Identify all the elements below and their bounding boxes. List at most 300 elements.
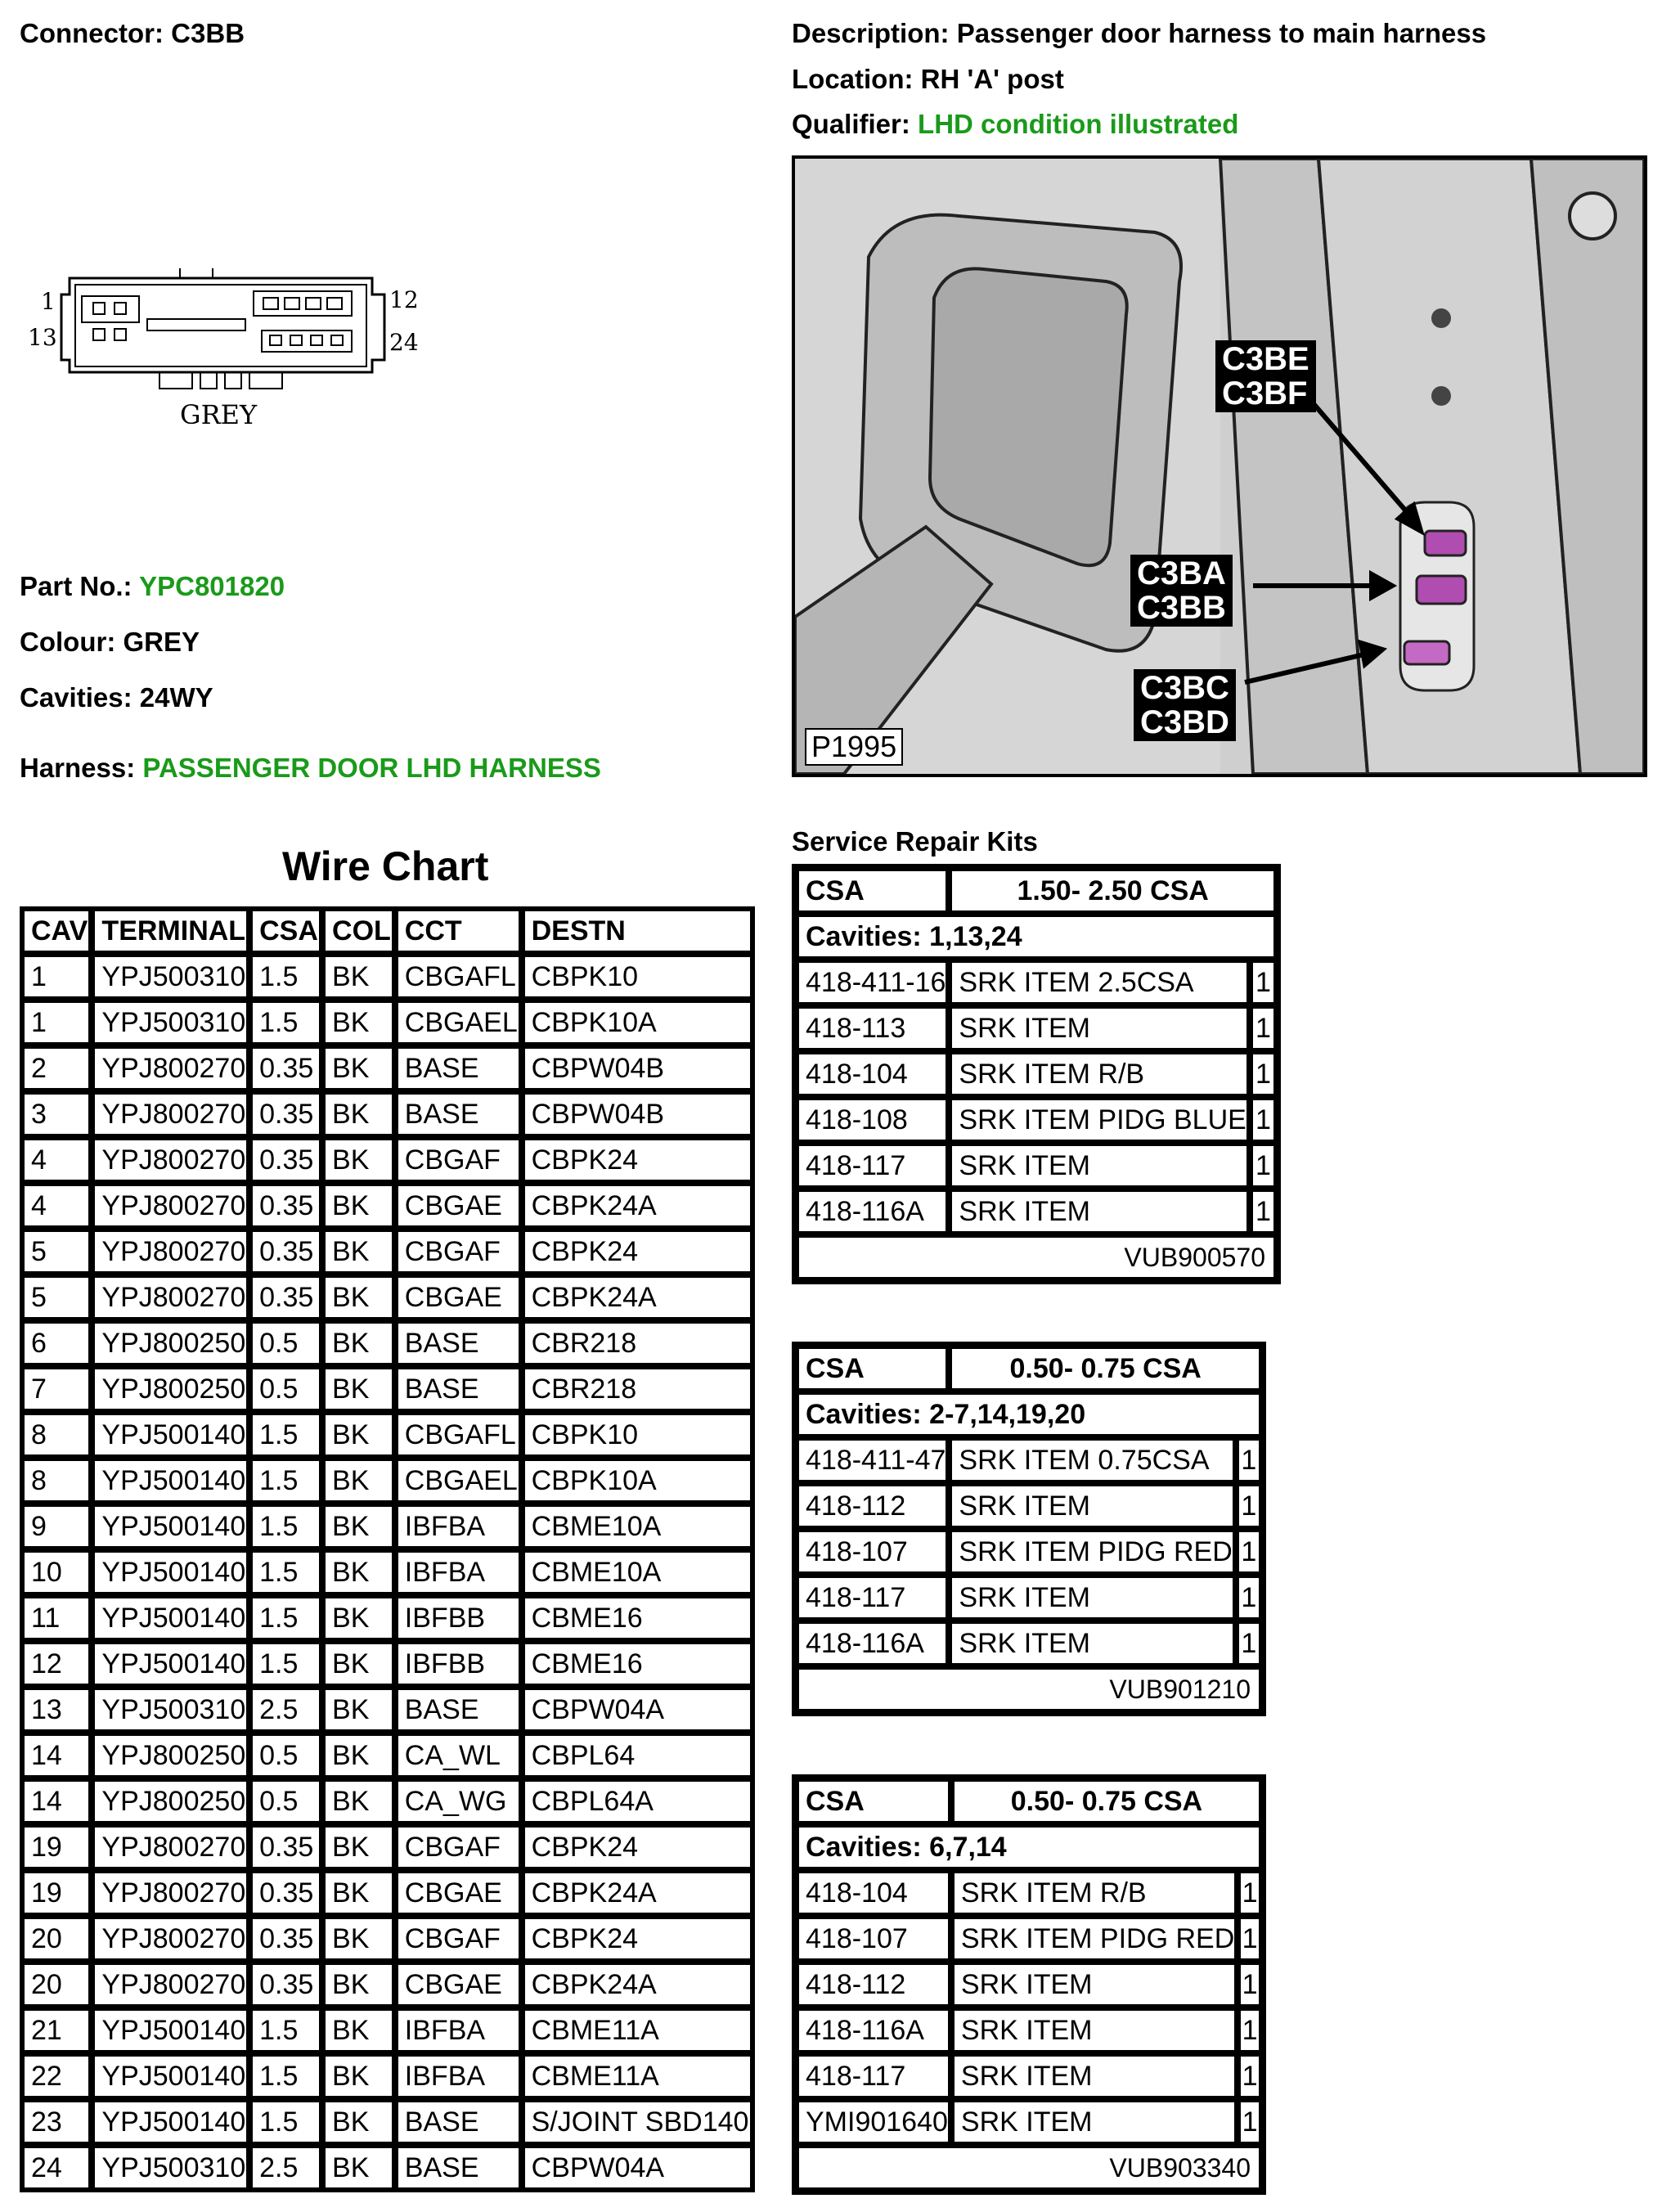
- wire-chart-cell: YPJ800250: [92, 1366, 249, 1412]
- wire-chart-cell: 12: [21, 1641, 92, 1687]
- srk-csa-range: 0.50- 0.75 CSA: [951, 1778, 1262, 1824]
- wire-chart-header-cell: CSA: [249, 908, 322, 954]
- srk-item-description: SRK ITEM PIDG BLUE: [949, 1097, 1249, 1143]
- wire-chart-cell: BK: [322, 2053, 395, 2099]
- table-row: [796, 2099, 1262, 2145]
- wire-chart-header-cell: CAV: [21, 908, 92, 954]
- srk-part-number: 418-411-47: [796, 1437, 949, 1483]
- srk-item-description: SRK ITEM R/B: [949, 1051, 1249, 1097]
- wire-chart-cell: BASE: [395, 2099, 522, 2145]
- wire-chart-cell: CBGAFL: [395, 954, 522, 1000]
- srk-item-description: SRK ITEM 2.5CSA: [949, 960, 1249, 1005]
- wire-chart-cell: 9: [21, 1504, 92, 1549]
- description-value: Passenger door harness to main harness: [956, 18, 1487, 48]
- wire-chart-cell: BK: [322, 1962, 395, 2007]
- srk-item-qty: 1: [1238, 2099, 1262, 2145]
- srk-item-qty: 1: [1236, 1483, 1262, 1529]
- wire-chart-cell: BK: [322, 954, 395, 1000]
- wire-chart-cell: CBPK10A: [522, 1458, 753, 1504]
- srk-part-number: 418-107: [796, 1529, 949, 1575]
- srk-item-qty: 1: [1250, 1189, 1277, 1234]
- wire-chart-cell: CBPK10: [522, 1412, 753, 1458]
- table-row: [796, 1870, 1262, 1916]
- wire-chart-cell: CBGAE: [395, 1183, 522, 1229]
- srk-cavities-row: [796, 1391, 1262, 1437]
- wire-chart-cell: 1.5: [249, 2007, 322, 2053]
- table-row: [21, 1045, 753, 1091]
- wire-chart-cell: CBPL64: [522, 1733, 753, 1778]
- table-row: [796, 1143, 1277, 1189]
- table-row: [796, 1005, 1277, 1051]
- qualifier-value: LHD condition illustrated: [918, 109, 1239, 139]
- pin-12-label: 12: [389, 286, 419, 313]
- description-label: Description:: [792, 18, 950, 48]
- wire-chart-cell: YPJ800270: [92, 1045, 249, 1091]
- wire-chart-cell: YPJ500310: [92, 954, 249, 1000]
- wire-chart-cell: CBGAF: [395, 1229, 522, 1275]
- wire-chart-cell: 20: [21, 1962, 92, 2007]
- wire-chart-cell: CBGAE: [395, 1275, 522, 1320]
- srk-item-description: SRK ITEM: [949, 1483, 1235, 1529]
- srk-part-number: 418-411-16: [796, 960, 949, 1005]
- srk-part-number: 418-104: [796, 1870, 951, 1916]
- table-row: [21, 2007, 753, 2053]
- srk-header-row: [796, 1778, 1262, 1824]
- srk-table: [796, 1778, 1262, 2191]
- table-row: [21, 1778, 753, 1824]
- srk-item-description: SRK ITEM 0.75CSA: [949, 1437, 1235, 1483]
- wire-chart-cell: 1.5: [249, 2053, 322, 2099]
- wire-chart-cell: 8: [21, 1458, 92, 1504]
- wire-chart-cell: CBPK24: [522, 1229, 753, 1275]
- table-row: [796, 960, 1277, 1005]
- connector-label: Connector:: [20, 18, 164, 48]
- part-no-label: Part No.:: [20, 571, 133, 601]
- wire-chart-cell: YPJ800270: [92, 1183, 249, 1229]
- srk-item-qty: 1: [1238, 2053, 1262, 2099]
- srk-item-qty: 1: [1238, 1916, 1262, 1962]
- colour-line: [20, 627, 200, 658]
- wire-chart-cell: CBME16: [522, 1595, 753, 1641]
- wire-chart-cell: IBFBB: [395, 1641, 522, 1687]
- wire-chart-cell: CBPW04A: [522, 1687, 753, 1733]
- srk-item-description: SRK ITEM R/B: [951, 1870, 1238, 1916]
- table-row: [21, 1000, 753, 1045]
- wire-chart-cell: 0.35: [249, 1183, 322, 1229]
- wire-chart-cell: 5: [21, 1275, 92, 1320]
- table-row: [21, 1504, 753, 1549]
- table-row: [21, 1549, 753, 1595]
- wire-chart-cell: YPJ800270: [92, 1229, 249, 1275]
- table-row: [21, 2099, 753, 2145]
- srk-item-description: SRK ITEM: [949, 1005, 1249, 1051]
- cavities-line: [20, 682, 213, 713]
- wire-chart-cell: CBGAE: [395, 1870, 522, 1916]
- wire-chart-header-cell: DESTN: [522, 908, 753, 954]
- srk-item-description: SRK ITEM: [949, 1575, 1235, 1621]
- wire-chart-cell: CBME10A: [522, 1549, 753, 1595]
- cavities-value: 24WY: [139, 682, 213, 713]
- wire-chart-cell: BK: [322, 1229, 395, 1275]
- wire-chart-cell: 1.5: [249, 1504, 322, 1549]
- wire-chart-cell: YPJ500140: [92, 1412, 249, 1458]
- table-row: [21, 2053, 753, 2099]
- wire-chart-cell: BK: [322, 1778, 395, 1824]
- wire-chart-cell: CBME11A: [522, 2007, 753, 2053]
- wire-chart-cell: YPJ800270: [92, 1824, 249, 1870]
- wire-chart-cell: BK: [322, 1412, 395, 1458]
- location-value: RH 'A' post: [920, 64, 1064, 94]
- table-row: [21, 1824, 753, 1870]
- wire-chart-cell: YPJ500140: [92, 1504, 249, 1549]
- table-row: [21, 1916, 753, 1962]
- wire-chart-cell: YPJ800270: [92, 1962, 249, 2007]
- wire-chart-cell: 1: [21, 954, 92, 1000]
- wire-chart-cell: YPJ500310: [92, 2145, 249, 2191]
- wire-chart-cell: 8: [21, 1412, 92, 1458]
- table-row: [796, 1575, 1262, 1621]
- table-row: [21, 1962, 753, 2007]
- wire-chart-cell: BK: [322, 1641, 395, 1687]
- srk-part-number: 418-117: [796, 1143, 949, 1189]
- wire-chart-cell: CBPK24A: [522, 1275, 753, 1320]
- wire-chart-cell: CBGAF: [395, 1137, 522, 1183]
- srk-cavities-row: [796, 1824, 1262, 1870]
- wire-chart-cell: BASE: [395, 2145, 522, 2191]
- wire-chart-cell: BK: [322, 1549, 395, 1595]
- srk-item-qty: 1: [1236, 1621, 1262, 1666]
- connector-value: C3BB: [171, 18, 245, 48]
- srk-item-qty: 1: [1250, 1005, 1277, 1051]
- srk-item-description: SRK ITEM: [949, 1189, 1249, 1234]
- srk-title: Service Repair Kits: [792, 826, 1038, 856]
- srk-table: [796, 868, 1277, 1280]
- connector-face-diagram: [25, 262, 433, 442]
- wire-chart-cell: 10: [21, 1549, 92, 1595]
- wire-chart-cell: BK: [322, 1183, 395, 1229]
- wire-chart-cell: BK: [322, 1091, 395, 1137]
- table-row: [21, 1687, 753, 1733]
- wire-chart-cell: CBPK24: [522, 1824, 753, 1870]
- wire-chart-cell: 0.35: [249, 1091, 322, 1137]
- srk-item-qty: 1: [1236, 1437, 1262, 1483]
- table-row: [21, 1870, 753, 1916]
- srk-part-number: 418-104: [796, 1051, 949, 1097]
- srk-part-number: 418-117: [796, 1575, 949, 1621]
- wire-chart-cell: BK: [322, 1137, 395, 1183]
- wire-chart-cell: BK: [322, 2145, 395, 2191]
- srk-part-number: 418-116A: [796, 1621, 949, 1666]
- wire-chart-cell: 24: [21, 2145, 92, 2191]
- callout-c3bc-c3bd: C3BC C3BD: [1134, 669, 1236, 741]
- wire-chart-cell: CBPK10A: [522, 1000, 753, 1045]
- wire-chart-cell: YPJ800250: [92, 1733, 249, 1778]
- pin-13-label: 13: [28, 324, 57, 351]
- qualifier-label: Qualifier:: [792, 109, 910, 139]
- srk-item-qty: 1: [1238, 1870, 1262, 1916]
- wire-chart-cell: 2: [21, 1045, 92, 1091]
- wire-chart-cell: 0.35: [249, 1229, 322, 1275]
- wire-chart-cell: YPJ800270: [92, 1870, 249, 1916]
- wire-chart-cell: BK: [322, 1916, 395, 1962]
- photo-id: P1995: [805, 728, 903, 766]
- wire-chart-cell: 1: [21, 1000, 92, 1045]
- wire-chart-cell: 14: [21, 1733, 92, 1778]
- srk-item-description: SRK ITEM: [951, 2053, 1238, 2099]
- wire-chart-cell: 14: [21, 1778, 92, 1824]
- wire-chart-cell: CBPK24A: [522, 1870, 753, 1916]
- wire-chart-cell: YPJ500140: [92, 2053, 249, 2099]
- srk-part-number: 418-116A: [796, 2007, 951, 2053]
- srk-cavities: Cavities: 1,13,24: [796, 914, 1277, 960]
- table-row: [21, 2145, 753, 2191]
- wire-chart-cell: 2.5: [249, 1687, 322, 1733]
- wire-chart-cell: CBPK10: [522, 954, 753, 1000]
- wire-chart-cell: IBFBA: [395, 1504, 522, 1549]
- wire-chart-cell: 4: [21, 1183, 92, 1229]
- srk-part-number: 418-116A: [796, 1189, 949, 1234]
- wire-chart-cell: YPJ800270: [92, 1137, 249, 1183]
- srk-cavities: Cavities: 6,7,14: [796, 1824, 1262, 1870]
- wire-chart-cell: CBPK24: [522, 1137, 753, 1183]
- wire-chart-cell: BK: [322, 1824, 395, 1870]
- wire-chart-cell: BASE: [395, 1687, 522, 1733]
- colour-value: GREY: [123, 627, 200, 657]
- table-row: [796, 1916, 1262, 1962]
- wire-chart-cell: 1.5: [249, 1641, 322, 1687]
- srk-part-number: YMI901640: [796, 2099, 951, 2145]
- wire-chart-cell: S/JOINT SBD140: [522, 2099, 753, 2145]
- srk-item-qty: 1: [1250, 1097, 1277, 1143]
- wire-chart-cell: BK: [322, 1504, 395, 1549]
- srk-part-number: 418-113: [796, 1005, 949, 1051]
- wire-chart-header-cell: TERMINAL: [92, 908, 249, 954]
- wire-chart-cell: 3: [21, 1091, 92, 1137]
- harness-value: PASSENGER DOOR LHD HARNESS: [142, 753, 601, 783]
- wire-chart-cell: YPJ800250: [92, 1320, 249, 1366]
- srk-item-description: SRK ITEM: [949, 1621, 1235, 1666]
- table-row: [796, 1051, 1277, 1097]
- wire-chart-cell: BK: [322, 1733, 395, 1778]
- wire-chart-cell: CBGAEL: [395, 1000, 522, 1045]
- wire-chart-cell: 13: [21, 1687, 92, 1733]
- wire-chart-cell: CBGAFL: [395, 1412, 522, 1458]
- wire-chart-cell: YPJ500140: [92, 1458, 249, 1504]
- wire-chart-cell: 1.5: [249, 2099, 322, 2145]
- srk-item-description: SRK ITEM PIDG RED: [951, 1916, 1238, 1962]
- location-label: Location:: [792, 64, 914, 94]
- callout-c3ba-c3bb: C3BA C3BB: [1130, 555, 1233, 627]
- wire-chart-cell: 11: [21, 1595, 92, 1641]
- table-row: [21, 1229, 753, 1275]
- wire-chart-cell: CBPK24A: [522, 1183, 753, 1229]
- wire-chart-cell: 0.35: [249, 1916, 322, 1962]
- srk-csa-range: 0.50- 0.75 CSA: [949, 1346, 1262, 1391]
- wire-chart-cell: 23: [21, 2099, 92, 2145]
- wire-chart-header-cell: COL: [322, 908, 395, 954]
- wire-chart-cell: 0.5: [249, 1733, 322, 1778]
- srk-item-qty: 1: [1250, 960, 1277, 1005]
- wire-chart-cell: IBFBA: [395, 2053, 522, 2099]
- srk-item-qty: 1: [1238, 2007, 1262, 2053]
- srk-code-row: [796, 1234, 1277, 1280]
- srk-item-qty: 1: [1250, 1143, 1277, 1189]
- table-row: [21, 1412, 753, 1458]
- table-row: [21, 1366, 753, 1412]
- pin-1-label: 1: [41, 288, 56, 315]
- wire-chart-cell: CBPW04B: [522, 1091, 753, 1137]
- wire-chart-cell: 6: [21, 1320, 92, 1366]
- wire-chart-cell: BK: [322, 1687, 395, 1733]
- description-line: [792, 18, 1486, 49]
- wire-chart-cell: BASE: [395, 1366, 522, 1412]
- srk-part-number: 418-112: [796, 1483, 949, 1529]
- srk-kit-1: [792, 864, 1281, 1284]
- wire-chart-cell: BK: [322, 1000, 395, 1045]
- table-row: [796, 2007, 1262, 2053]
- wire-chart-cell: 1.5: [249, 954, 322, 1000]
- wire-chart-cell: 1.5: [249, 1412, 322, 1458]
- wire-chart-cell: BASE: [395, 1045, 522, 1091]
- wire-chart-cell: YPJ500310: [92, 1687, 249, 1733]
- wire-chart-cell: CBME11A: [522, 2053, 753, 2099]
- table-row: [796, 1529, 1262, 1575]
- pin-24-label: 24: [389, 329, 419, 356]
- wire-chart-cell: CBPL64A: [522, 1778, 753, 1824]
- wire-chart-cell: YPJ500140: [92, 1595, 249, 1641]
- wire-chart-cell: BK: [322, 1275, 395, 1320]
- srk-part-number: 418-108: [796, 1097, 949, 1143]
- srk-item-description: SRK ITEM: [951, 2099, 1238, 2145]
- location-line: [792, 64, 1064, 95]
- srk-table: [796, 1346, 1262, 1712]
- table-row: [21, 1595, 753, 1641]
- wire-chart-cell: IBFBA: [395, 2007, 522, 2053]
- srk-csa-range: 1.50- 2.50 CSA: [949, 868, 1277, 914]
- table-row: [21, 954, 753, 1000]
- wire-chart-cell: CBGAEL: [395, 1458, 522, 1504]
- wire-chart-cell: 0.35: [249, 1962, 322, 2007]
- srk-item-description: SRK ITEM PIDG RED: [949, 1529, 1235, 1575]
- wire-chart-cell: BK: [322, 1870, 395, 1916]
- wire-chart-cell: CBME16: [522, 1641, 753, 1687]
- wire-chart-cell: 0.5: [249, 1366, 322, 1412]
- wire-chart-cell: CBPW04A: [522, 2145, 753, 2191]
- wire-chart-cell: YPJ800270: [92, 1916, 249, 1962]
- srk-header-row: [796, 868, 1277, 914]
- srk-csa-label: CSA: [796, 1346, 949, 1391]
- wire-chart-cell: 21: [21, 2007, 92, 2053]
- srk-part-number: 418-107: [796, 1916, 951, 1962]
- part-no-value: YPC801820: [139, 571, 285, 601]
- wire-chart-cell: 0.35: [249, 1870, 322, 1916]
- cavities-label: Cavities:: [20, 682, 133, 713]
- wire-chart-cell: 22: [21, 2053, 92, 2099]
- table-row: [21, 1733, 753, 1778]
- srk-code-row: [796, 2145, 1262, 2191]
- wire-chart-cell: 0.5: [249, 1320, 322, 1366]
- wire-chart-cell: 19: [21, 1824, 92, 1870]
- wire-chart-cell: CBGAF: [395, 1824, 522, 1870]
- table-row: [21, 1091, 753, 1137]
- wire-chart-cell: 1.5: [249, 1000, 322, 1045]
- wire-chart-cell: IBFBB: [395, 1595, 522, 1641]
- srk-item-description: SRK ITEM: [951, 2007, 1238, 2053]
- wire-chart-cell: BK: [322, 1320, 395, 1366]
- table-row: [796, 1097, 1277, 1143]
- table-row: [21, 1641, 753, 1687]
- wire-chart-cell: 0.35: [249, 1824, 322, 1870]
- wire-chart-cell: BK: [322, 1458, 395, 1504]
- wire-chart-cell: 0.35: [249, 1275, 322, 1320]
- wire-chart-cell: YPJ500140: [92, 2099, 249, 2145]
- wire-chart-cell: BK: [322, 1045, 395, 1091]
- wire-chart-cell: IBFBA: [395, 1549, 522, 1595]
- wire-chart-cell: CBPK24: [522, 1916, 753, 1962]
- srk-kit-3: [792, 1774, 1266, 2195]
- wire-chart-cell: BK: [322, 2099, 395, 2145]
- table-row: [796, 1962, 1262, 2007]
- callout-c3be-c3bf: C3BE C3BF: [1215, 340, 1316, 412]
- wire-chart-cell: CBGAE: [395, 1962, 522, 2007]
- srk-csa-label: CSA: [796, 868, 949, 914]
- table-row: [21, 1137, 753, 1183]
- wire-chart-cell: 1.5: [249, 1595, 322, 1641]
- wire-chart-cell: YPJ800250: [92, 1778, 249, 1824]
- harness-line: [20, 753, 601, 784]
- wire-chart-header-cell: CCT: [395, 908, 522, 954]
- srk-item-qty: 1: [1250, 1051, 1277, 1097]
- wire-chart-cell: BK: [322, 1366, 395, 1412]
- table-row: [796, 1483, 1262, 1529]
- wire-chart-cell: 5: [21, 1229, 92, 1275]
- srk-item-description: SRK ITEM: [951, 1962, 1238, 2007]
- colour-label: Colour:: [20, 627, 116, 657]
- qualifier-line: [792, 109, 1238, 140]
- wire-chart-cell: 4: [21, 1137, 92, 1183]
- wire-chart-cell: YPJ500140: [92, 2007, 249, 2053]
- wire-chart-cell: CBR218: [522, 1320, 753, 1366]
- table-row: [796, 1437, 1262, 1483]
- srk-part-number: 418-117: [796, 2053, 951, 2099]
- wire-chart-cell: 0.5: [249, 1778, 322, 1824]
- srk-item-qty: 1: [1236, 1575, 1262, 1621]
- srk-cavities: Cavities: 2-7,14,19,20: [796, 1391, 1262, 1437]
- srk-item-qty: 1: [1238, 1962, 1262, 2007]
- wire-chart-cell: 1.5: [249, 1549, 322, 1595]
- srk-kit-2: [792, 1342, 1266, 1716]
- wire-chart-cell: 19: [21, 1870, 92, 1916]
- srk-item-description: SRK ITEM: [949, 1143, 1249, 1189]
- part-no-line: [20, 571, 285, 602]
- table-row: [21, 1320, 753, 1366]
- wire-chart-cell: CBGAF: [395, 1916, 522, 1962]
- srk-kit-code: VUB900570: [796, 1234, 1277, 1280]
- srk-header-row: [796, 1346, 1262, 1391]
- wire-chart-cell: YPJ800270: [92, 1275, 249, 1320]
- wire-chart-cell: YPJ500140: [92, 1641, 249, 1687]
- wire-chart-cell: BK: [322, 2007, 395, 2053]
- table-row: [21, 1183, 753, 1229]
- diagram-colour-label: GREY: [180, 399, 258, 430]
- wire-chart-cell: BASE: [395, 1320, 522, 1366]
- wire-chart-cell: 0.35: [249, 1137, 322, 1183]
- srk-cavities-row: [796, 914, 1277, 960]
- srk-code-row: [796, 1666, 1262, 1712]
- srk-kit-code: VUB903340: [796, 2145, 1262, 2191]
- wire-chart-header: [21, 908, 753, 954]
- wire-chart-title: Wire Chart: [282, 843, 489, 889]
